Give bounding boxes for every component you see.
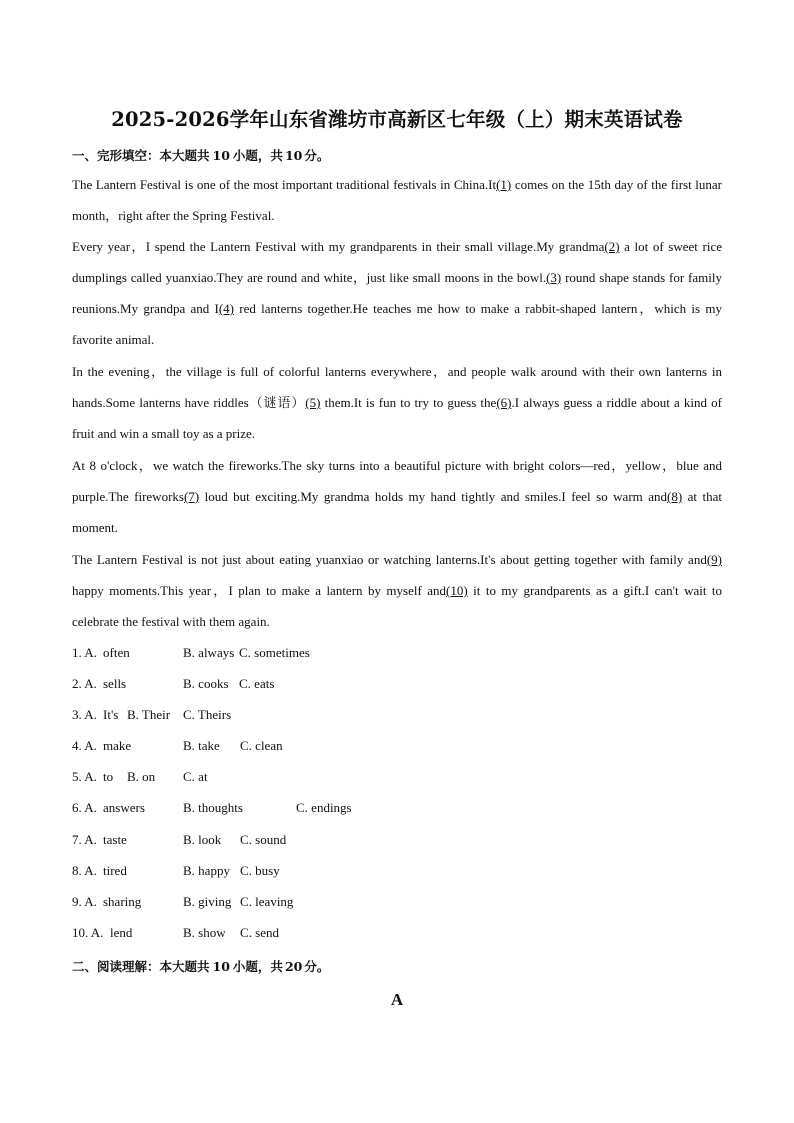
- blank-3: (3): [546, 270, 562, 285]
- reading-passage-label: A: [390, 990, 404, 1009]
- section-1-heading: 一、完形填空：本大题共 10 小题，共 10 分。: [72, 148, 330, 163]
- blank-1: (1): [496, 177, 512, 192]
- passage-paragraph-5: The Lantern Festival is not just about eating yuanxiao or watching lanterns.It's about getting together with family and(9) happy moments.This year，I plan to make a lantern by myself and(10) it to my grandparents as a gift.I can't wait to celebrate the festival with them again.: [72, 552, 723, 629]
- passage-paragraph-3: In the evening，the village is full of colorful lanterns everywhere，and people walk around with their own lanterns in hands.Some lanterns have riddles（谜语）(5) them.It is fun to try to guess the(6).I always guess a riddle about a kind of fruit and win a small toy as a prize.: [72, 364, 722, 441]
- blank-9: (9): [706, 552, 722, 567]
- exam-title: 2025-2026学年山东省潍坊市高新区七年级（上）期末英语试卷: [111, 108, 683, 131]
- section-2-heading: 二、阅读理解：本大题共 10 小题，共 20 分。: [72, 959, 330, 974]
- passage-paragraph-2: Every year，I spend the Lantern Festival with my grandparents in their small village.My grandma(2) a lot of sweet rice dumplings called yuanxiao.They are round and white，just like small moons in the bowl.(3) round shape stands for family reunions.My grandpa and I(4) red lanterns together.He teaches me how to make a rabbit-shaped lantern，which is my favorite animal.: [72, 239, 722, 347]
- blank-10: (10): [446, 583, 468, 598]
- blank-8: (8): [667, 489, 683, 504]
- blank-6: (6): [496, 395, 512, 410]
- blank-7: (7): [183, 489, 200, 504]
- passage-paragraph-4: At 8 o'clock，we watch the fireworks.The sky turns into a beautiful picture with bright colors—red，yellow，blue and purple.The fireworks(7) loud but exciting.My grandma holds my hand tightly and smiles.I feel so warm and(8) at that moment.: [72, 458, 722, 535]
- blank-2: (2): [604, 239, 620, 254]
- passage-paragraph-1: The Lantern Festival is one of the most important traditional festivals in China.It(1) comes on the 15th day of the first lunar month，right after the Spring Festival.: [72, 177, 723, 223]
- exam-page: 2025-2026学年山东省潍坊市高新区七年级（上）期末英语试卷 一、完形填空：本大题共 10 小题，共 10 分。 The Lantern Festival is one of the most important traditional festivals in China.It(1) comes on the 15th day of the first lunar month，right after the Spring Festival. Every year，I spend the Lantern Festival with my grandparents in their small village.My grandma(2) a lot of sweet rice dumplings called yuanxiao.They are round and white，just like small moons in the bowl.(3) round shape stands for family reunions.My grandpa and I(4) red lanterns together.He teaches me how to make a rabbit-shaped lantern，which is my favorite animal. In the evening，the village is full of colorful lanterns everywhere，and people walk around with their own lanterns in hands.Some lanterns have riddles（谜语）(5) them.It is fun to try to guess the(6).I always guess a riddle about a kind of fruit and win a small toy as a prize. At 8 o'clock，we watch the fireworks.The sky turns into a beautiful picture with bright colors—red，yellow，blue and purple.The fireworks(7) loud but exciting.My grandma holds my hand tightly and smiles.I feel so warm and(8) at that moment. The Lantern Festival is not just about eating yuanxiao or watching lanterns.It's about getting together with family and(9) happy moments.This year，I plan to make a lantern by myself and(10) it to my grandparents as a gift.I can't wait to celebrate the festival with them again. 1. A. often B. always C. sometimes 2. A. sells B. cooks C. eats 3. A. It's B. Their C. Theirs 4. A. make B. take C. clean 5. A. to B. on C. at 6. A. answers B. thoughts C. endings 7. A. taste B. look C. sound 8. A. tired B. happy C. busy 9. A. sharing B. giving C. leaving 10. A. lend B. show C. send 二、阅读理解：本大题共 10 小题，共 20 分。 A: [0, 0, 794, 1123]
- blank-4: (4): [218, 301, 235, 316]
- blank-5: (5): [305, 395, 321, 410]
